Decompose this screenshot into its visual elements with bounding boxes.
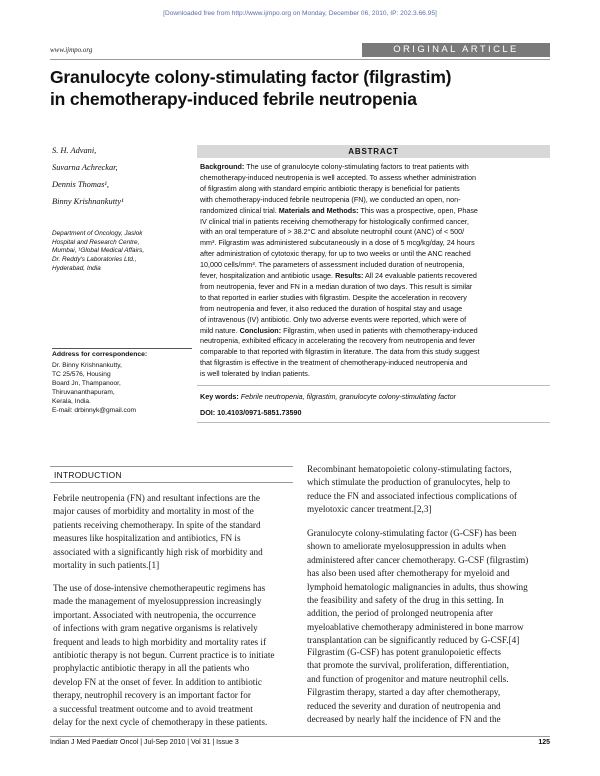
affiliation-line: Hospital and Research Centre, — [52, 238, 140, 246]
keywords-divider — [197, 385, 550, 386]
affiliations — [52, 230, 186, 274]
title-line-1: Granulocyte colony-stimulating factor (filgrastim) — [50, 67, 452, 87]
correspondence-email[interactable]: E-mail: drbinnyk@gmail.com — [52, 407, 137, 414]
keywords-label: Key words: — [200, 392, 239, 401]
body-text-line: that promote the survival, proliferation, differentiation, — [307, 660, 509, 671]
abstract-text: randomized clinical trial. — [200, 205, 279, 215]
body-text-line: which stimulate the production of granulocytes, help to — [307, 477, 511, 488]
article-type-banner: ORIGINAL ARTICLE — [362, 43, 550, 57]
abstract-text: neutropenia, exhibited efficacy in accelerating the recovery from neutropenia and fever — [200, 336, 476, 346]
abstract-line — [200, 227, 548, 237]
body-text-line: transplantation can be significantly reduced by G-CSF.[4] — [307, 635, 520, 646]
affiliation-line: Hyderabad, India — [52, 264, 101, 272]
correspondence-line: Dr. Binny Krishnankutty, — [52, 362, 122, 369]
abstract-line — [200, 195, 548, 205]
abstract-line — [200, 260, 548, 270]
body-text-line: associated with a significantly high risk of morbidity and — [53, 546, 263, 557]
body-text-line: and function of progenitor and mature neutrophil cells. — [307, 673, 509, 684]
abstract-text: from neutropenia, fever and FN in a median duration of two days. This result is similar — [200, 281, 473, 291]
correspondence-line: TC 25/576, Housing — [52, 371, 111, 378]
body-text-line: Filgrastim therapy, started a day after chemotherapy, — [307, 687, 501, 698]
body-text-line: frequent and leads to high morbidity and mortality rates if — [53, 636, 267, 647]
abstract-line — [200, 336, 548, 346]
download-note: [Downloaded free from http://www.ijmpo.org on Monday, December 06, 2010, IP: 202.3.66.95] — [163, 10, 437, 17]
abstract-text: IV clinical trial in patients receiving chemotherapy for histologically confirmed cancer, — [200, 216, 469, 226]
body-text-line: Recombinant hematopoietic colony-stimulating factors, — [307, 464, 512, 474]
title-divider — [50, 59, 550, 60]
correspondence-heading: Address for correspondence: — [52, 351, 148, 358]
body-text-line: Granulocyte colony-stimulating factor (G-CSF) has been — [307, 528, 517, 538]
author-3: Dennis Thomas¹, — [52, 180, 109, 189]
abstract-line — [200, 217, 548, 227]
body-text-line: important. Associated with neutropenia, the occurrence — [53, 609, 256, 620]
author-2: Suvarna Achreckar, — [52, 163, 118, 172]
abstract-text: This was a prospective, open, Phase — [358, 205, 478, 215]
abstract-text: from neutropenia and fever, it also reduced the duration of hospital stay and usage — [200, 303, 463, 313]
abstract-line — [200, 184, 548, 194]
abstract-text: that filgrastim is effective in the treatment of chemotherapy-induced neutropenia and — [200, 358, 468, 368]
body-text-line: prophylactic antibiotic therapy in all the patients who — [53, 663, 250, 674]
abstract-line — [200, 304, 548, 314]
body-text-line: therapy, neutrophil recovery is an important factor for — [53, 690, 251, 701]
correspondence-line: Kerala, India. — [52, 398, 91, 405]
abstract-section-label: Background: — [200, 162, 245, 171]
abstract-text: comparable to that reported with filgrastim in literature. The data from this study suggest — [200, 347, 480, 357]
body-text-line: a successful treatment outcome and to avoid treatment — [53, 703, 253, 714]
abstract-text: with chemotherapy-induced febrile neutropenia (FN), we conducted an open, non- — [200, 194, 461, 204]
author-1: S. H. Advani, — [52, 146, 97, 155]
body-text-line: reduced the severity and duration of neutropenia and — [307, 700, 501, 711]
footer-divider — [50, 736, 550, 737]
body-text-line: The use of dose-intensive chemotherapeutic regimens has — [53, 583, 266, 593]
body-text-line: myeloablative chemotherapy administered in bone marrow — [307, 621, 524, 632]
body-text-line: of infections with gram negative organisms is relatively — [53, 623, 258, 634]
abstract-text: Filgrastim, when used in patients with chemotherapy-induced — [281, 325, 478, 335]
abstract-text: The use of granulocyte colony-stimulating factors to treat patients with — [244, 162, 469, 171]
abstract-text: mm³. Filgrastim was administered subcutaneously in a dose of 5 mcg/kg/day, 24 hours — [200, 238, 475, 248]
author-4: Binny Krishnankutty¹ — [52, 197, 124, 206]
abstract-line — [200, 293, 548, 303]
journal-site-url[interactable]: www.ijmpo.org — [50, 46, 93, 54]
abstract-section-label: Conclusion: — [239, 325, 282, 335]
abstract-line — [200, 326, 548, 336]
abstract-text: chemotherapy-induced neutropenia is well accepted. To assess whether administration — [200, 172, 476, 182]
body-text-line: Filgrastim (G-CSF) has potent granulopoietic effects — [307, 647, 502, 657]
body-text-line: myelotoxic cancer treatment.[2,3] — [307, 504, 432, 515]
body-text-line: has also been used after chemotherapy for myeloid and — [307, 568, 510, 579]
body-text-line: addition, the period of prolonged neutropenia after — [307, 608, 493, 619]
abstract-line — [200, 369, 548, 379]
abstract-line — [200, 347, 548, 357]
abstract-line — [200, 206, 548, 216]
body-text-line: shown to ameliorate myelosuppression in adults when — [307, 541, 507, 552]
doi-text: DOI: 10.4103/0971-5851.73590 — [200, 408, 302, 417]
body-text-line: the feasibility and safety of the drug in this setting. In — [307, 595, 504, 605]
abstract-text: with an oral temperature of > 38.2°C and absolute neutrophil count (ANC) of < 500/ — [200, 227, 465, 237]
body-text-line: reduce the FN and associated infectious complications of — [307, 490, 517, 501]
abstract-heading: ABSTRACT — [197, 145, 550, 158]
keywords — [200, 392, 456, 401]
body-text-line: administered after cancer chemotherapy. G-CSF (filgrastim) — [307, 554, 529, 565]
abstract-line — [200, 249, 548, 259]
abstract-section-label: Results: — [335, 271, 364, 280]
abstract-text: of filgrastim along with standard empiric antibiotic therapy is beneficial for patients — [200, 183, 460, 193]
abstract-line — [200, 238, 548, 248]
abstract-line — [200, 282, 548, 292]
affiliation-line: Department of Oncology, Jaslok — [52, 230, 143, 237]
affiliation-line: Dr. Reddy's Laboratories Ltd., — [52, 256, 137, 264]
abstract-text: 10,000 cells/mm³. The parameters of assessment included duration of neutropenia, — [200, 260, 465, 270]
title-line-2: in chemotherapy-induced febrile neutropenia — [50, 89, 417, 109]
abstract-text: fever, hospitalization and antibiotic usage. — [200, 271, 336, 280]
doi-divider — [197, 422, 550, 423]
affiliation-line: Mumbai, ¹Global Medical Affairs, — [52, 247, 145, 255]
page-number: 125 — [538, 739, 550, 746]
abstract-line — [200, 162, 548, 172]
body-text-line: made the management of myelosuppression increasingly — [53, 596, 262, 607]
body-text-line: delay for the next cycle of chemotherapy in these patients. — [53, 717, 268, 727]
abstract-line — [200, 358, 548, 368]
keywords-text: Febrile neutropenia, filgrastim, granulocyte colony-stimulating factor — [238, 392, 457, 401]
doi[interactable] — [200, 408, 302, 417]
abstract-text: after administration of cytotoxic therapy, for up to two weeks or until the ANC reached — [200, 249, 471, 259]
abstract-text: All 24 evaluable patients recovered — [363, 271, 477, 280]
abstract-text: is well tolerated by Indian patients. — [200, 369, 310, 379]
body-text-line: antibiotic therapy is not begun. Current practice is to initiate — [53, 650, 275, 660]
body-text-line: decreased by nearly half the incidence of FN and the — [307, 714, 501, 724]
correspondence-divider — [52, 348, 192, 349]
body-text-line: Febrile neutropenia (FN) and resultant infections are the — [53, 493, 260, 503]
abstract-text: mild nature. — [200, 325, 240, 335]
footer-citation: Indian J Med Paediatr Oncol | Jul-Sep 2010 | Vol 31 | Issue 3 — [50, 739, 239, 746]
article-title — [50, 66, 550, 110]
correspondence-line: Thiruvananthapuram, — [52, 389, 115, 396]
body-text-line: major causes of morbidity and mortality in most of the — [53, 506, 254, 517]
correspondence-line: Board Jn, Thampanoor, — [52, 380, 121, 387]
abstract-line — [200, 315, 548, 325]
body-text-line: patients receiving chemotherapy. In spite of the standard — [53, 519, 261, 530]
abstract-text: of intravenous (IV) antibiotic. Only two adverse events were reported, which were of — [200, 314, 467, 324]
body-text-line: measures like hospitalization and antibiotics, FN is — [53, 533, 241, 544]
body-text-line: develop FN at the onset of fever. In addition to antibiotic — [53, 676, 262, 687]
body-text-line: mortality in such patients.[1] — [53, 560, 160, 570]
abstract-line — [200, 173, 548, 183]
body-text-line: lymphoid hematologic malignancies in adults, thus showing — [307, 581, 528, 592]
abstract-section-label: Materials and Methods: — [278, 205, 359, 215]
abstract-text: to that reported in earlier studies with filgrastim. Despite the acceleration in recovery — [200, 292, 467, 302]
introduction-heading: INTRODUCTION — [54, 470, 122, 480]
abstract-line — [200, 271, 548, 281]
